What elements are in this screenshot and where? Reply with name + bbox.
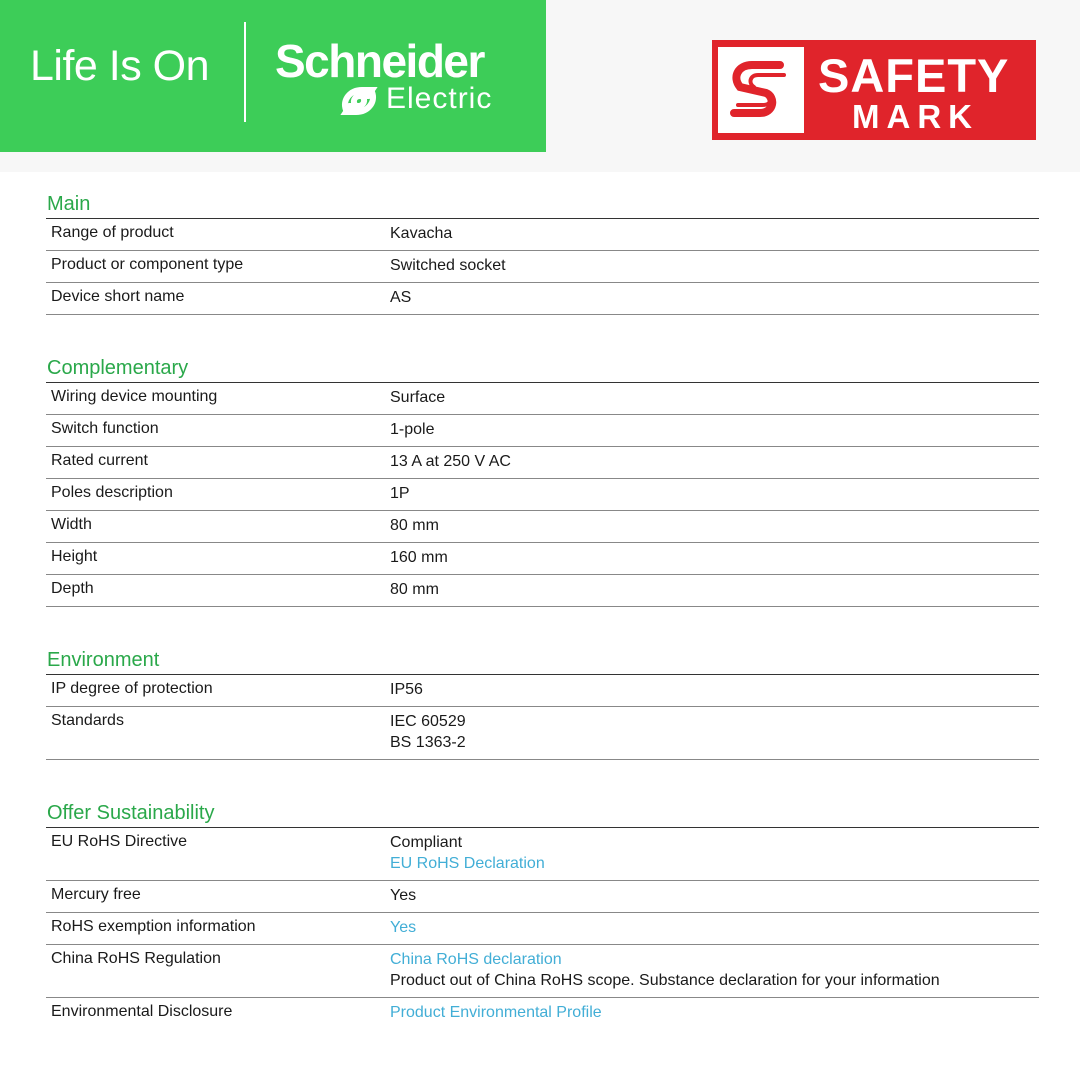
spec-sheet xyxy=(46,190,1039,1068)
spec-value xyxy=(390,1002,1039,1023)
standard-item: BS 1363-2 xyxy=(390,734,466,751)
spec-label: Product or component type xyxy=(51,256,244,273)
spec-label: Switch function xyxy=(51,420,159,437)
safety-mark-emblem xyxy=(718,47,804,133)
spec-value: Surface xyxy=(390,389,446,406)
tagline: Life Is On xyxy=(30,42,210,90)
spec-row xyxy=(46,511,1039,543)
rohs-status: Compliant xyxy=(390,834,463,851)
spec-value: 160 mm xyxy=(390,549,448,566)
spec-value: IP56 xyxy=(390,681,423,698)
spec-label: Wiring device mounting xyxy=(51,388,218,405)
brand-divider xyxy=(244,22,246,122)
section-main xyxy=(46,190,1039,315)
spec-value: 80 mm xyxy=(390,517,439,534)
spec-value: Yes xyxy=(390,887,417,904)
spec-value: AS xyxy=(390,289,412,306)
spec-label: Width xyxy=(51,516,92,533)
brand-subname: Electric xyxy=(386,82,493,115)
spec-row xyxy=(46,913,1039,945)
spec-row xyxy=(46,383,1039,415)
section-title: Complementary xyxy=(46,354,1039,383)
spec-value: 1P xyxy=(390,485,410,502)
spec-label: Rated current xyxy=(51,452,148,469)
spec-label: Range of product xyxy=(51,224,174,241)
safety-mark-icon xyxy=(718,47,804,133)
spec-row xyxy=(46,283,1039,315)
section-complementary xyxy=(46,354,1039,607)
spec-row xyxy=(46,881,1039,913)
section-title: Offer Sustainability xyxy=(46,799,1039,828)
spec-value: 1-pole xyxy=(390,421,435,438)
header-banner xyxy=(0,0,1080,172)
spec-label: Device short name xyxy=(51,288,185,305)
eu-rohs-declaration-link[interactable]: EU RoHS Declaration xyxy=(390,855,545,872)
spec-label: Poles description xyxy=(51,484,173,501)
brand-name: Schneider xyxy=(275,35,484,87)
section-title: Environment xyxy=(46,646,1039,675)
china-rohs-declaration-link[interactable]: China RoHS declaration xyxy=(390,951,562,968)
spec-value xyxy=(390,832,1039,874)
rohs-exemption-link[interactable]: Yes xyxy=(390,919,417,936)
spec-row xyxy=(46,479,1039,511)
section-offer-sustainability xyxy=(46,799,1039,1029)
safety-mark-line2: MARK xyxy=(852,98,979,135)
spec-row xyxy=(46,575,1039,607)
spec-label: Height xyxy=(51,548,98,565)
spec-value: 80 mm xyxy=(390,581,439,598)
spec-label: Standards xyxy=(51,712,124,729)
spec-label: RoHS exemption information xyxy=(51,918,256,935)
environmental-profile-link[interactable]: Product Environmental Profile xyxy=(390,1004,602,1021)
spec-value xyxy=(390,711,1039,753)
spec-label: China RoHS Regulation xyxy=(51,950,221,967)
spec-label: IP degree of protection xyxy=(51,680,213,697)
spec-value: Switched socket xyxy=(390,257,506,274)
spec-label: EU RoHS Directive xyxy=(51,833,188,850)
section-environment xyxy=(46,646,1039,760)
spec-row xyxy=(46,219,1039,251)
spec-value: Kavacha xyxy=(390,225,453,242)
safety-mark-line1: SAFETY xyxy=(818,49,1010,102)
spec-value xyxy=(390,949,1039,991)
spec-row xyxy=(46,675,1039,707)
spec-row xyxy=(46,543,1039,575)
spec-row xyxy=(46,415,1039,447)
spec-row xyxy=(46,998,1039,1029)
spec-value xyxy=(390,917,1039,938)
brand-banner xyxy=(0,0,546,152)
spec-row xyxy=(46,945,1039,998)
standard-item: IEC 60529 xyxy=(390,713,466,730)
spec-row xyxy=(46,447,1039,479)
spec-row xyxy=(46,707,1039,760)
spec-label: Environmental Disclosure xyxy=(51,1003,233,1020)
section-title: Main xyxy=(46,190,1039,219)
china-rohs-note: Product out of China RoHS scope. Substance declaration for your information xyxy=(390,972,940,989)
safety-mark-badge xyxy=(712,40,1036,140)
spec-row xyxy=(46,251,1039,283)
spec-row xyxy=(46,828,1039,881)
spec-value: 13 A at 250 V AC xyxy=(390,453,511,470)
spec-label: Depth xyxy=(51,580,94,597)
schneider-logo-icon xyxy=(338,80,380,122)
spec-label: Mercury free xyxy=(51,886,141,903)
